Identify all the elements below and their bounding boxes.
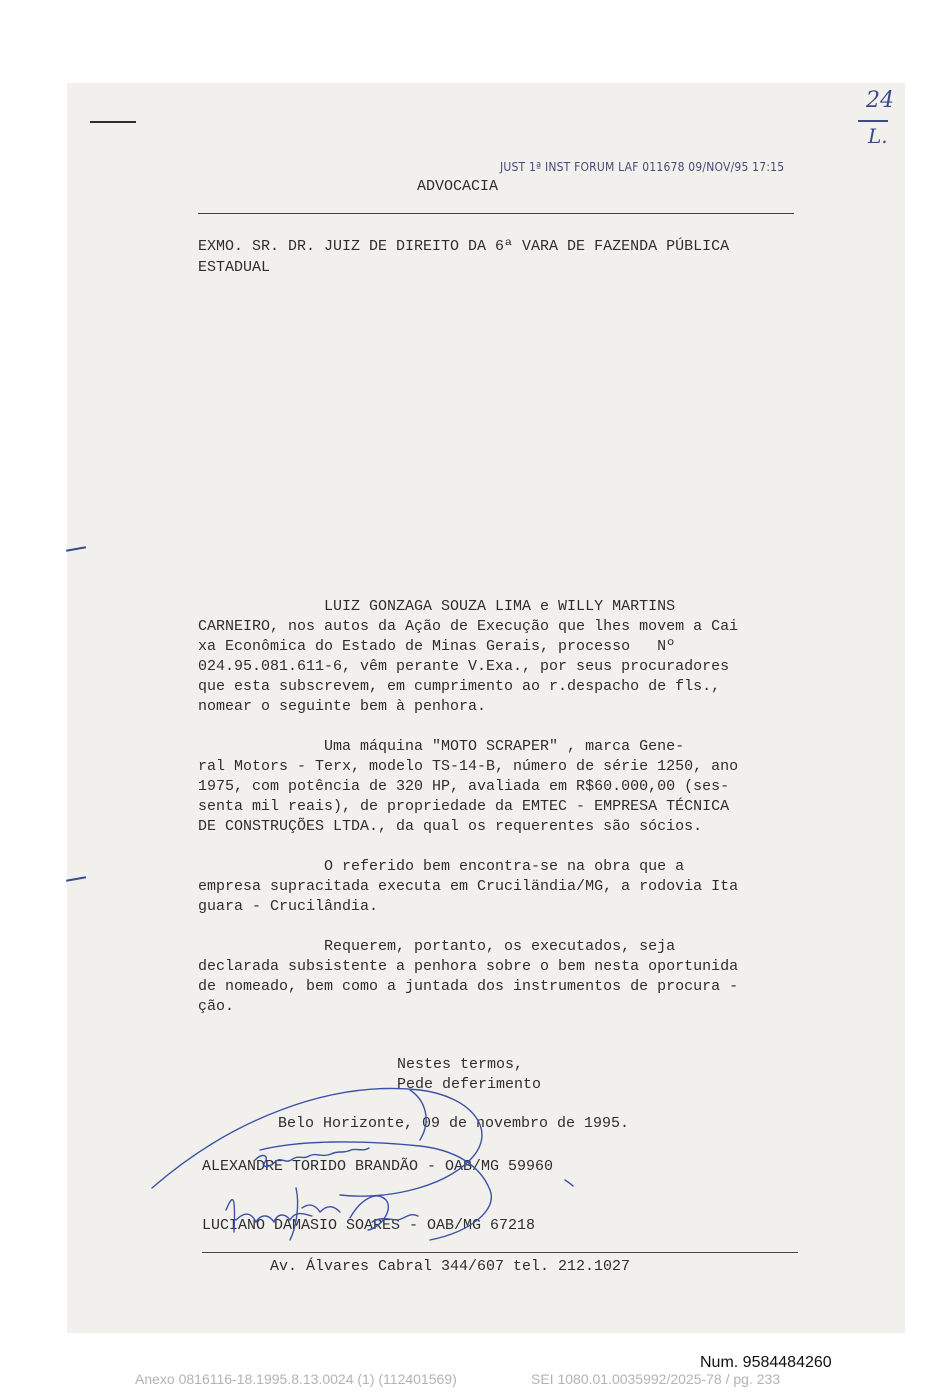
signatory-line: ALEXANDRE TORIDO BRANDÃO - OAB/MG 59960	[202, 1158, 554, 1175]
date-line: Belo Horizonte, 09 de novembro de 1995.	[278, 1115, 630, 1132]
body-line: ção.	[198, 998, 235, 1015]
body-line: empresa supracitada executa em Cruciländia/MG, a rodovia Ita	[198, 878, 739, 895]
body-line: O referido bem encontra-se na obra que a	[198, 858, 685, 875]
body-line: Uma máquina "MOTO SCRAPER" , marca Gene-	[198, 738, 685, 755]
body-line: CARNEIRO, nos autos da Ação de Execução que lhes movem a Cai	[198, 618, 739, 635]
body-line: LUIZ GONZAGA SOUZA LIMA e WILLY MARTINS	[198, 598, 676, 615]
body-line: nomear o seguinte bem à penhora.	[198, 698, 487, 715]
court-receipt-stamp: JUST 1ª INST FORUM LAF 011678 09/NOV/95 17:15	[500, 159, 785, 175]
body-line: declarada subsistente a penhora sobre o bem nesta oportunida	[198, 958, 739, 975]
body-line: de nomeado, bem como a juntada dos instrumentos de procura -	[198, 978, 739, 995]
body-line: ral Motors - Terx, modelo TS-14-B, número de série 1250, ano	[198, 758, 739, 775]
body-line: guara - Crucilândia.	[198, 898, 379, 915]
addressee-line: EXMO. SR. DR. JUIZ DE DIREITO DA 6ª VARA DE FAZENDA PÚBLICA	[198, 238, 730, 255]
footer-rule	[202, 1252, 798, 1253]
body-line: xa Econômica do Estado de Minas Gerais, processo Nº	[198, 638, 676, 655]
addressee-line: ESTADUAL	[198, 259, 271, 276]
footer-attachment-ref: Anexo 0816116-18.1995.8.13.0024 (1) (112401569)	[135, 1371, 457, 1387]
office-address: Av. Álvares Cabral 344/607 tel. 212.1027	[270, 1258, 631, 1275]
body-line: 1975, com potência de 320 HP, avaliada em R$60.000,00 (ses-	[198, 778, 730, 795]
body-line: Requerem, portanto, os executados, seja	[198, 938, 676, 955]
closing-line: Pede deferimento	[397, 1076, 542, 1093]
signatory-line: LUCIANO DAMASIO SOARES - OAB/MG 67218	[202, 1217, 536, 1234]
document-number: Num. 9584484260	[700, 1354, 832, 1371]
body-line: senta mil reais), de propriedade da EMTEC - EMPRESA TÉCNICA	[198, 798, 730, 815]
letterhead-title: ADVOCACIA	[417, 178, 499, 195]
body-line: que esta subscrevem, em cumprimento ao r.despacho de fls.,	[198, 678, 721, 695]
closing-line: Nestes termos,	[397, 1056, 524, 1073]
body-line: DE CONSTRUÇÕES LTDA., da qual os requerentes são sócios.	[198, 818, 703, 835]
body-line: 024.95.081.611-6, vêm perante V.Exa., por seus procuradores	[198, 658, 730, 675]
margin-page-letter: L.	[868, 124, 888, 148]
footer-sei-ref: SEI 1080.01.0035992/2025-78 / pg. 233	[531, 1371, 781, 1387]
margin-page-number: 24	[866, 88, 894, 113]
